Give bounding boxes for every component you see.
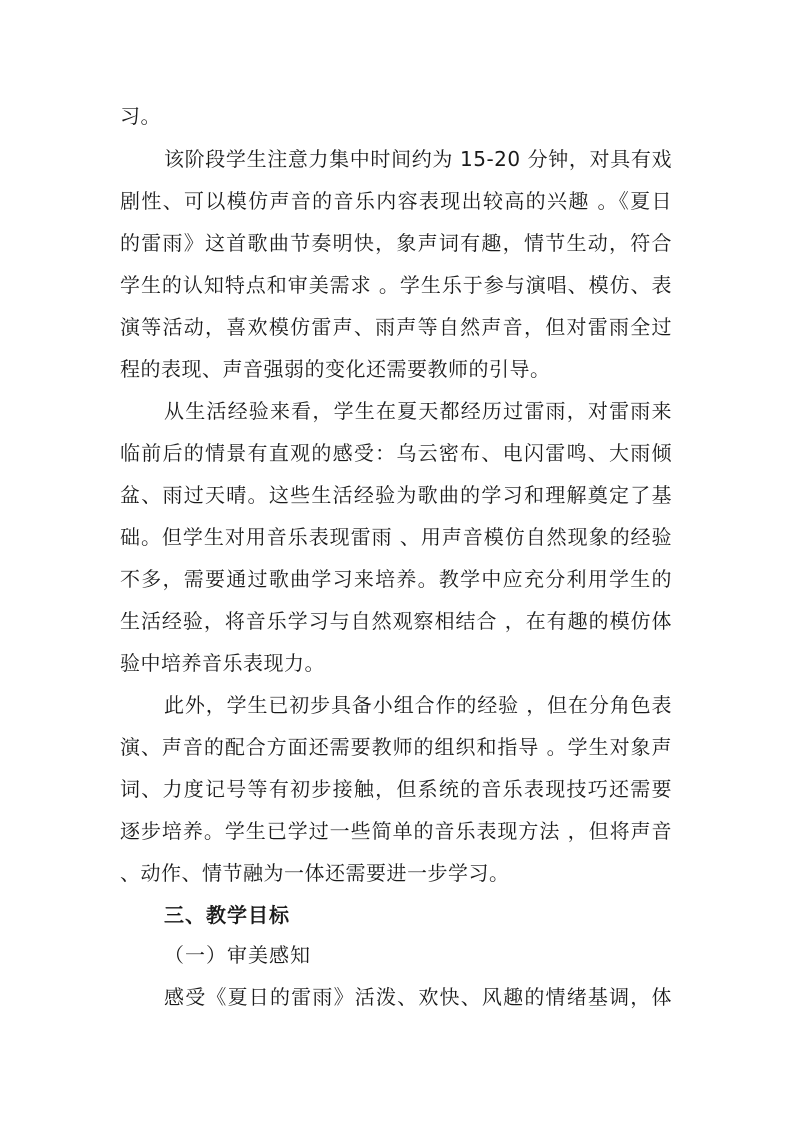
paragraph-line: 学生的认知特点和审美需求 。学生乐于参与演唱、模仿、表 xyxy=(120,273,672,297)
paragraph-line: 生活经验，将音乐学习与自然观察相结合 ，在有趣的模仿体 xyxy=(120,609,672,633)
paragraph-line: 此外，学生已初步具备小组合作的经验 ，但在分角色表 xyxy=(164,693,672,717)
paragraph-line: 该阶段学生注意力集中时间约为 15-20 分钟，对具有戏 xyxy=(164,147,672,171)
paragraph-line: 不多，需要通过歌曲学习来培养。教学中应充分利用学生的 xyxy=(120,567,672,591)
paragraph-line: 验中培养音乐表现力。 xyxy=(120,651,325,675)
paragraph-line: 临前后的情景有直观的感受：乌云密布、电闪雷鸣、大雨倾 xyxy=(120,441,672,465)
paragraph-line: 、动作、情节融为一体还需要进一步学习。 xyxy=(120,861,510,885)
paragraph-line: 程的表现、声音强弱的变化还需要教师的引导。 xyxy=(120,357,551,381)
paragraph-line: 词、力度记号等有初步接触，但系统的音乐表现技巧还需要 xyxy=(120,777,672,801)
paragraph-line: 逐步培养。学生已学过一些简单的音乐表现方法 ，但将声音 xyxy=(120,819,672,843)
section-heading: 三、教学目标 xyxy=(164,903,290,927)
paragraph-line: 剧性、可以模仿声音的音乐内容表现出较高的兴趣 。《夏日 xyxy=(120,189,672,213)
paragraph-line: 演、声音的配合方面还需要教师的组织和指导 。学生对象声 xyxy=(120,735,672,759)
paragraph-line: 盆、雨过天晴。这些生活经验为歌曲的学习和理解奠定了基 xyxy=(120,483,672,507)
subsection-heading: （一）审美感知 xyxy=(164,943,311,967)
paragraph-line: 感受《夏日的雷雨》活泼、欢快、风趣的情绪基调，体 xyxy=(164,985,672,1009)
paragraph-line: 的雷雨》这首歌曲节奏明快，象声词有趣，情节生动，符合 xyxy=(120,231,672,255)
paragraph-line: 础。但学生对用音乐表现雷雨 、用声音模仿自然现象的经验 xyxy=(120,525,672,549)
paragraph-line: 从生活经验来看，学生在夏天都经历过雷雨，对雷雨来 xyxy=(164,399,672,423)
paragraph-line: 习。 xyxy=(120,104,161,128)
paragraph-line: 演等活动，喜欢模仿雷声、雨声等自然声音，但对雷雨全过 xyxy=(120,315,672,339)
